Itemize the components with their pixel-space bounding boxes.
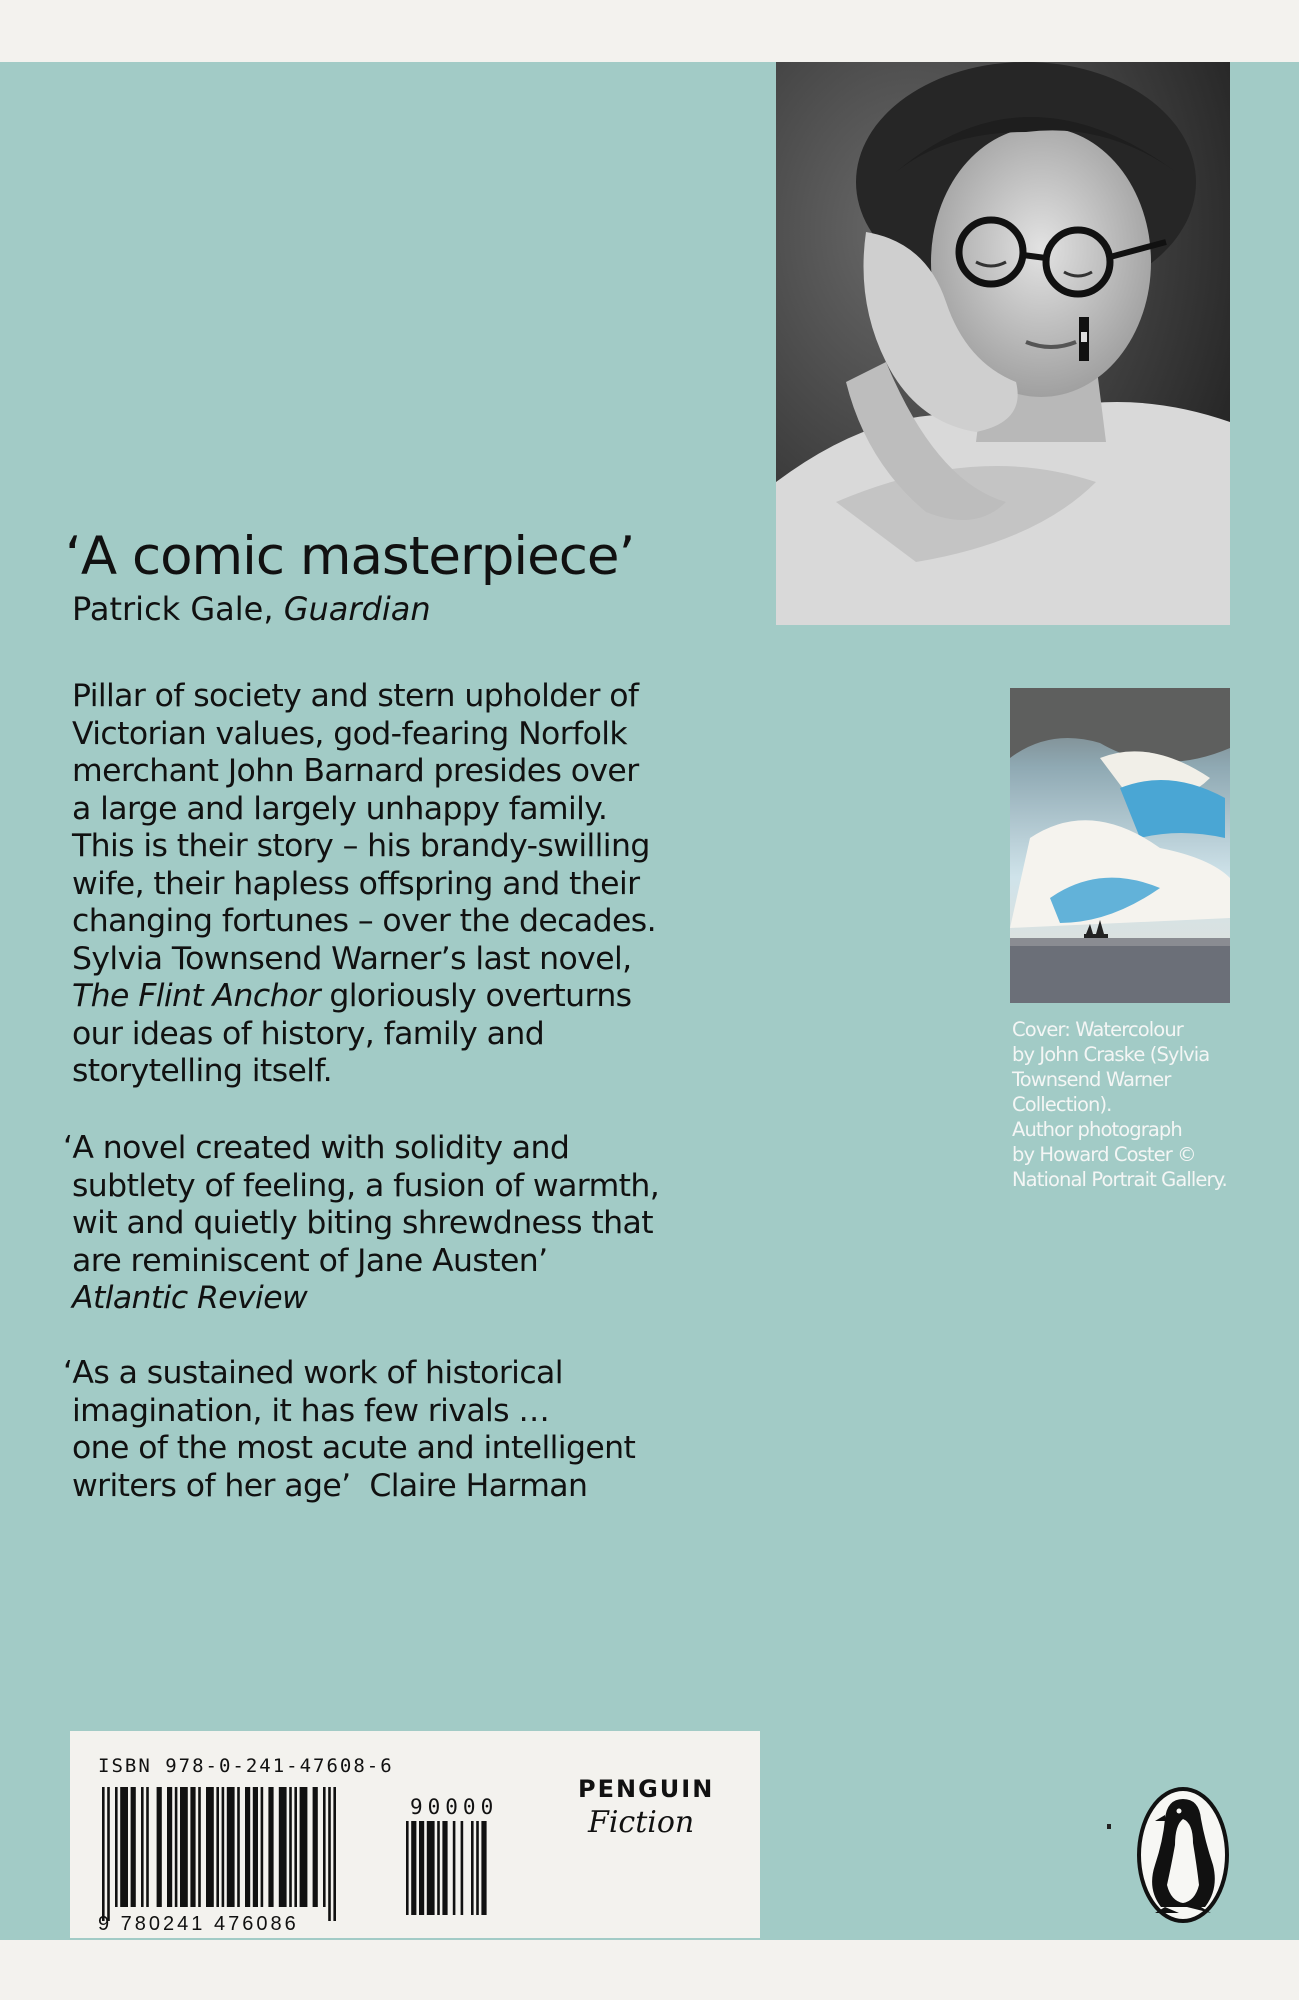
barcode-bar [146, 1787, 149, 1907]
review-author: Claire Harman [369, 1467, 588, 1504]
price-code: 90000 [410, 1795, 499, 1819]
barcode-panel [70, 1731, 760, 1938]
barcode-bar [427, 1821, 435, 1915]
isbn-label: ISBN 978-0-241-47608-6 [98, 1755, 394, 1777]
barcode-bar [102, 1787, 105, 1921]
blurb-line: our ideas of history, family and [72, 1015, 545, 1052]
book-blurb [72, 678, 712, 1091]
review-source-text: Atlantic Review [72, 1280, 308, 1316]
author-photograph [776, 62, 1230, 625]
barcode-bar [453, 1821, 456, 1915]
barcode-bar [253, 1787, 258, 1907]
attribution-source: Guardian [283, 590, 431, 628]
blurb-line: This is their story – his brandy-swilling [72, 828, 650, 864]
barcode-bar [245, 1787, 250, 1907]
blurb-line: Pillar of society and stern upholder of [72, 678, 639, 714]
barcode-bar [328, 1787, 331, 1921]
barcode-bar [406, 1821, 409, 1915]
barcode-bar [115, 1787, 118, 1907]
barcode-bar [268, 1787, 273, 1907]
cover-watercolour [1010, 688, 1230, 1003]
review-line: are reminiscent of Jane Austen’ [72, 1242, 548, 1279]
blurb-line: Sylvia Townsend Warner’s last novel, [72, 940, 632, 977]
review-line-text: writers of her age’ [72, 1467, 351, 1504]
barcode-bar [190, 1787, 195, 1907]
credit-line: Cover: Watercolour [1012, 1018, 1183, 1041]
barcode-bar [167, 1787, 172, 1907]
blurb-title-line [72, 978, 712, 1016]
credit-line: by Howard Coster © [1012, 1143, 1196, 1166]
barcode-bar [131, 1787, 136, 1907]
barcode-bar [180, 1787, 188, 1907]
review-line: ‘As a sustained work of historical [63, 1355, 563, 1391]
barcode-bar [289, 1787, 292, 1907]
barcode-bar [461, 1821, 464, 1915]
barcode-bar [141, 1787, 144, 1907]
blurb-title-rest: gloriously overturns [319, 978, 632, 1014]
barcode-bar [411, 1821, 416, 1915]
barcode-bar [419, 1821, 424, 1915]
headline-quote: ‘A comic masterpiece’ [65, 526, 635, 587]
blurb-line: Victorian values, god-fearing Norfolk [72, 715, 628, 752]
review-quote-1 [63, 1130, 703, 1318]
price-barcode [406, 1821, 502, 1929]
barcode-bar [313, 1787, 318, 1907]
barcode-bar [294, 1787, 297, 1907]
barcode-bar [471, 1821, 474, 1915]
credit-line: by John Craske (Sylvia [1012, 1043, 1210, 1066]
barcode-bar [279, 1787, 287, 1907]
review-line: wit and quietly biting shrewdness that [72, 1205, 653, 1241]
headline-attribution [72, 590, 692, 628]
barcode-bar [261, 1787, 264, 1907]
review-last-line [63, 1468, 703, 1506]
dot-mark [1107, 1824, 1111, 1829]
publisher-name: PENGUIN [578, 1775, 715, 1803]
barcode-bar [437, 1821, 440, 1915]
blurb-line: storytelling itself. [72, 1053, 333, 1089]
review-line: imagination, it has few rivals … [72, 1392, 550, 1429]
barcode-bar [222, 1787, 225, 1907]
attribution-name: Patrick Gale, [72, 590, 284, 628]
barcode-bar [216, 1787, 219, 1907]
credit-line: Author photograph [1012, 1118, 1182, 1141]
barcode-bar [237, 1787, 240, 1907]
isbn-digits: 9 780241 476086 [98, 1913, 299, 1935]
barcode-bar [206, 1787, 214, 1907]
review-source [63, 1280, 703, 1318]
review-line: subtlety of feeling, a fusion of warmth, [72, 1167, 660, 1204]
barcode-bar [333, 1787, 336, 1921]
review-quote-2 [63, 1355, 703, 1505]
barcode-bar [107, 1787, 110, 1921]
penguin-logo-icon [1135, 1785, 1231, 1925]
barcode-bar [157, 1787, 162, 1907]
credit-line: Collection). [1012, 1093, 1112, 1116]
barcode-bar [300, 1787, 308, 1907]
isbn-barcode [102, 1787, 402, 1921]
barcode-bar [198, 1787, 201, 1907]
publisher-imprint: Fiction [588, 1805, 695, 1840]
barcode-bar [323, 1787, 326, 1907]
blurb-line: merchant John Barnard presides over [72, 753, 639, 789]
book-title: The Flint Anchor [72, 978, 320, 1014]
credit-line: National Portrait Gallery. [1012, 1168, 1227, 1191]
credit-line: Townsend Warner [1012, 1068, 1171, 1091]
barcode-bar [175, 1787, 178, 1907]
blurb-line: wife, their hapless offspring and their [72, 865, 640, 902]
blurb-line: a large and largely unhappy family. [72, 790, 608, 827]
barcode-bar [120, 1787, 128, 1907]
review-line: ‘A novel created with solidity and [63, 1130, 570, 1166]
cover-credits [1012, 1017, 1252, 1192]
review-line: one of the most acute and intelligent [72, 1430, 636, 1466]
barcode-bar [227, 1787, 235, 1907]
barcode-bar [442, 1821, 447, 1915]
barcode-bar [481, 1821, 486, 1915]
barcode-bar [476, 1821, 479, 1915]
blurb-line: changing fortunes – over the decades. [72, 903, 656, 939]
